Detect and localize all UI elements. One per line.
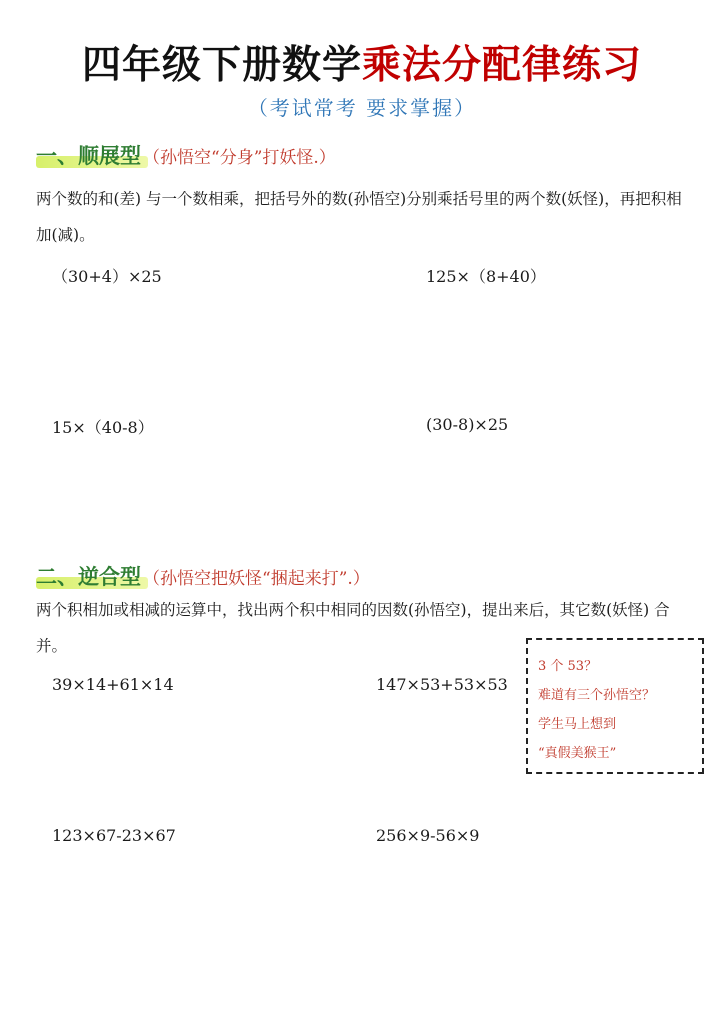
title-part-red: 乘法分配律练习: [362, 43, 643, 88]
exercise-2-2: 147×53+53×53: [376, 675, 508, 694]
exercise-1-2: 125×（8+40）: [426, 267, 546, 286]
section-1-label: 一、顺展型: [36, 144, 141, 168]
section-1-heading: [36, 140, 336, 170]
section-2-heading: [36, 561, 370, 591]
callout-line-3: 学生马上想到: [538, 717, 617, 732]
page-title: [0, 34, 724, 90]
title-part-black: 四年级下册数学: [81, 43, 362, 88]
exercise-1-4: (30-8)×25: [426, 415, 509, 434]
callout-line-4: “真假美猴王”: [538, 746, 617, 761]
page-subtitle: （考试常考 要求掌握）: [247, 96, 477, 120]
section-2-note: （孙悟空把妖怪“捆起来打”.）: [143, 569, 370, 589]
section-1-note: （孙悟空“分身”打妖怪.）: [143, 148, 336, 168]
callout-note-box: [526, 638, 704, 774]
exercise-2-1: 39×14+61×14: [52, 675, 174, 694]
exercise-2-4: 256×9-56×9: [376, 826, 480, 845]
exercise-1-1: （30+4）×25: [52, 267, 162, 286]
exercise-2-3: 123×67-23×67: [52, 826, 176, 845]
section-2-description: 两个积相加或相减的运算中，找出两个积中相同的因数(孙悟空)，提出来后，其它数(妖怪) 合并。: [36, 601, 670, 655]
callout-line-1: 3 个 53？: [538, 659, 598, 674]
exercise-1-3: 15×（40-8）: [52, 418, 154, 437]
section-1-description: 两个数的和(差) 与一个数相乘，把括号外的数(孙悟空)分别乘括号里的两个数(妖怪)，再把积相加(减)。: [36, 190, 682, 244]
section-2-label: 二、逆合型: [36, 565, 141, 589]
callout-line-2: 难道有三个孙悟空？: [538, 688, 656, 703]
